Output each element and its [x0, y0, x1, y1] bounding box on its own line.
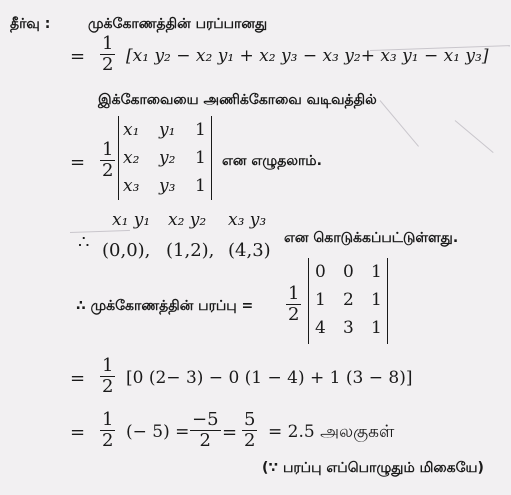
- result-text: = 2.5 அலகுகள்: [268, 422, 395, 442]
- det-cell: 1: [315, 290, 326, 310]
- solution-label: தீர்வு :: [10, 16, 51, 32]
- step1-expression: [0 (2− 3) − 0 (1 − 4) + 1 (3 − 8)]: [126, 368, 413, 388]
- step2-expression: (− 5) =: [126, 422, 190, 442]
- scan-mark: [380, 100, 419, 147]
- given-text: என கொடுக்கப்பட்டுள்ளது.: [284, 230, 459, 246]
- determinant-intro: இக்கோவையை அணிக்கோவை வடிவத்தில்: [98, 92, 377, 108]
- area-heading: முக்கோணத்தின் பரப்பானது: [88, 16, 268, 32]
- area-of-triangle-label: ∴ முக்கோணத்தின் பரப்பு =: [76, 298, 254, 314]
- equals-sign: =: [70, 368, 86, 389]
- det-cell: x₁: [123, 120, 140, 140]
- det-cell: y₃: [159, 176, 176, 196]
- det-cell: 2: [343, 290, 354, 310]
- point-label: x₃ y₃: [228, 210, 267, 230]
- area-formula: [x₁ y₂ − x₂ y₁ + x₂ y₃ − x₃ y₂+ x₃ y₁ − x₁ y₃]: [126, 46, 489, 66]
- five-halves: $\frac{5}{2}$: [244, 409, 256, 451]
- det-cell: x₃: [123, 176, 140, 196]
- half-fraction: $\frac{1}{2}$: [102, 139, 114, 181]
- half-fraction: $\frac{1}{2}$: [102, 409, 114, 451]
- scan-mark: [455, 120, 494, 153]
- therefore-symbol: ∴: [78, 232, 90, 253]
- determinant-values: [308, 258, 388, 344]
- neg-five-halves: $\frac{-5}{2}$: [192, 409, 219, 451]
- point-label: x₁ y₁: [112, 210, 151, 230]
- det-cell: 0: [343, 262, 354, 282]
- determinant-xy: [118, 116, 212, 200]
- det-cell: 1: [195, 148, 206, 168]
- equals-sign: =: [70, 422, 86, 443]
- det-cell: 1: [371, 262, 382, 282]
- det-cell: 3: [343, 318, 354, 338]
- point: (1,2),: [166, 240, 215, 261]
- det-cell: y₁: [159, 120, 176, 140]
- det-cell: x₂: [123, 148, 140, 168]
- det-cell: 1: [195, 120, 206, 140]
- det-cell: y₂: [159, 148, 176, 168]
- can-write-text: என எழுதலாம்.: [222, 153, 322, 169]
- half-fraction: $\frac{1}{2}$: [102, 355, 114, 397]
- det-cell: 1: [371, 290, 382, 310]
- det-cell: 4: [315, 318, 326, 338]
- det-cell: 1: [195, 176, 206, 196]
- equals-sign: =: [70, 152, 86, 173]
- det-cell: 0: [315, 262, 326, 282]
- point-label: x₂ y₂: [168, 210, 207, 230]
- det-cell: 1: [371, 318, 382, 338]
- equals-sign: =: [222, 422, 238, 443]
- half-fraction: $\frac{1}{2}$: [102, 33, 114, 75]
- equals-sign: =: [70, 46, 86, 67]
- half-fraction: $\frac{1}{2}$: [288, 283, 300, 325]
- point: (4,3): [228, 240, 271, 261]
- point: (0,0),: [102, 240, 151, 261]
- note-text: (∵ பரப்பு எப்பொழுதும் மிகையே): [262, 460, 484, 476]
